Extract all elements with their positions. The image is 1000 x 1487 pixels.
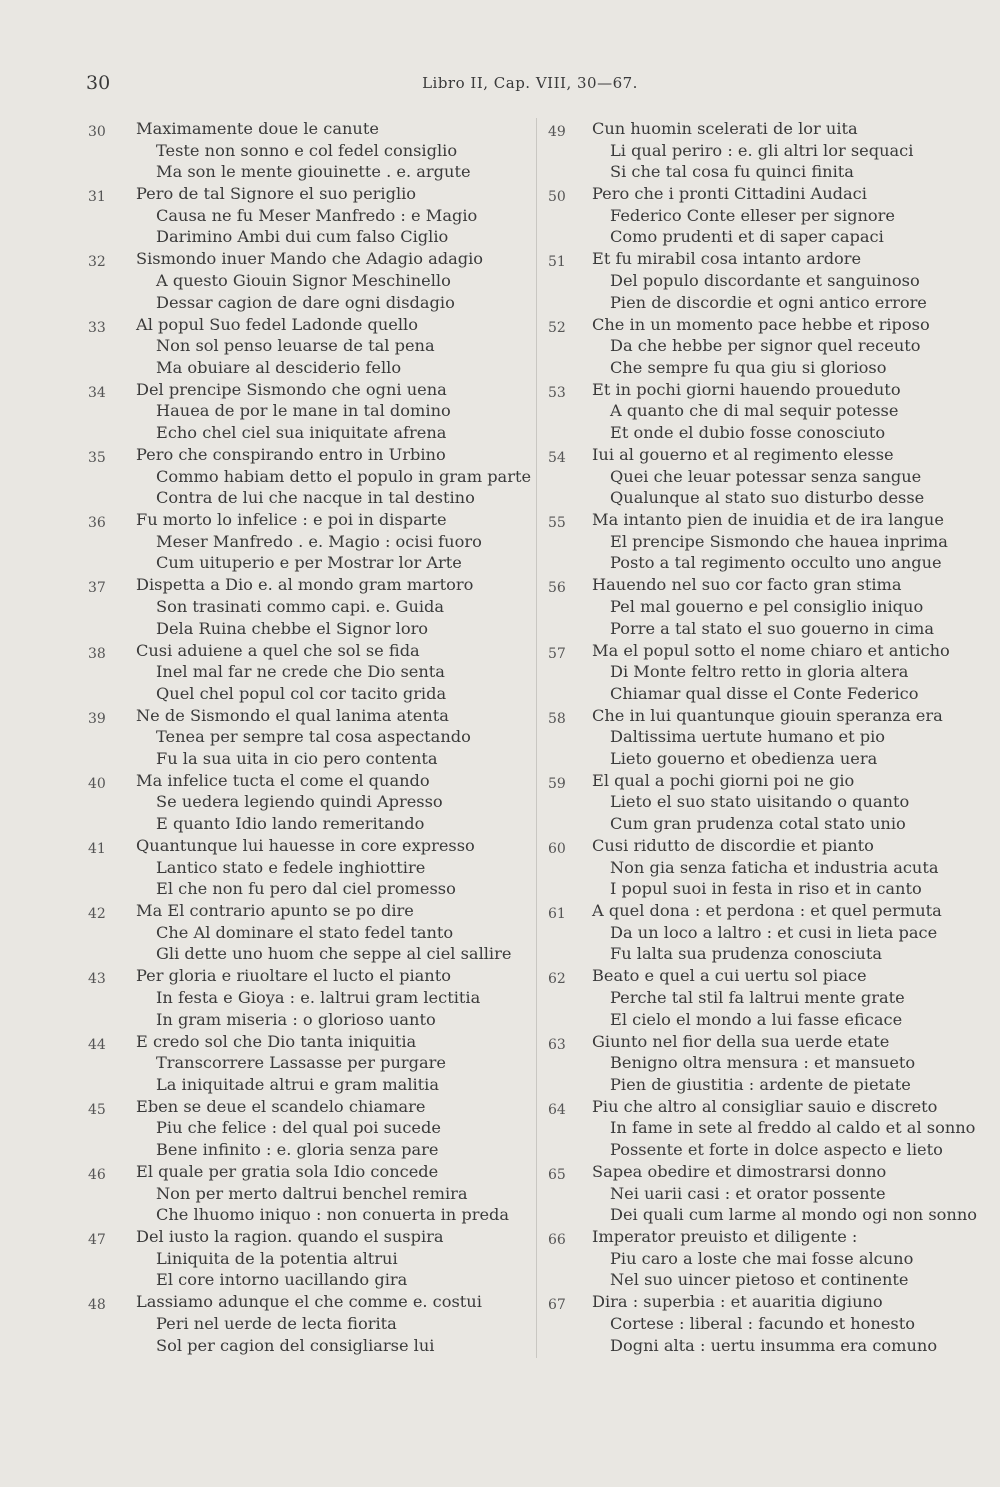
verse-line: Possente et forte in dolce aspecto e lieto (610, 1140, 943, 1159)
verse-line: Fu lalta sua prudenza conosciuta (610, 944, 882, 964)
verse-line: Del prencipe Sismondo che ogni uena (136, 379, 447, 399)
stanza (540, 900, 980, 965)
verse-line: Si che tal cosa fu quinci finita (610, 162, 854, 182)
verse-line: Lieto el suo stato uisitando o quanto (610, 792, 910, 812)
verse-line: Iui al gouerno et al regimento elesse (592, 444, 894, 464)
stanza (540, 1226, 980, 1291)
stanza-number: 67 (548, 1297, 566, 1314)
verse-line: Teste non sonno e col fedel consiglio (156, 140, 458, 160)
stanza-number: 47 (88, 1232, 106, 1249)
verse-line: Dogni alta : uertu insumma era comuno (610, 1335, 938, 1355)
verse-line: Sismondo inuer Mando che Adagio adagio (136, 249, 484, 269)
verse-line: Che in lui quantunque giouin speranza era (592, 705, 943, 725)
verse-line: Sapea obedire et dimostrarsi donno (592, 1162, 887, 1181)
verse-line: Da che hebbe per signor quel receuto (610, 336, 921, 356)
stanza-number: 40 (88, 775, 106, 792)
stanza-number: 60 (548, 841, 566, 858)
stanza (540, 1096, 980, 1161)
verse-line: A quanto che di mal sequir potesse (610, 401, 899, 421)
verse-line: In fame in sete al freddo al caldo et al sonno (610, 1118, 976, 1138)
right-column (540, 118, 980, 1357)
stanza-number: 64 (548, 1101, 566, 1118)
verse-line: Et in pochi giorni hauendo proueduto (592, 379, 901, 399)
stanza (88, 1096, 528, 1161)
stanza-number: 49 (548, 124, 566, 140)
verse-line: Son trasinati commo capi. e. Guida (156, 596, 445, 616)
verse-line: La iniquitade altrui e gram malitia (156, 1074, 440, 1094)
running-head: Libro II, Cap. VIII, 30—67. (422, 74, 638, 92)
stanza-number: 36 (88, 515, 106, 532)
stanza (540, 379, 980, 444)
stanza (540, 1291, 980, 1356)
verse-line: Quei che leuar potessar senza sangue (610, 466, 922, 486)
verse-line: Imperator preuisto et diligente : (592, 1227, 858, 1247)
stanza (88, 118, 528, 183)
verse-line: Federico Conte elleser per signore (610, 205, 895, 225)
stanza (88, 183, 528, 248)
stanza-number: 65 (548, 1167, 566, 1183)
verse-line: Cusi aduiene a quel che sol se fida (136, 640, 420, 660)
stanza-number: 31 (88, 189, 106, 206)
verse-line: Como prudenti et di saper capaci (610, 227, 884, 247)
stanza (540, 1161, 980, 1226)
verse-line: Chiamar qual disse el Conte Federico (610, 683, 919, 703)
stanza (88, 640, 528, 705)
verse-line: In festa e Gioya : e. laltrui gram lectitia (156, 988, 481, 1008)
verse-line: Lantico stato e fedele inghiottire (156, 857, 426, 877)
verse-line: Sol per cagion del consigliarse lui (156, 1335, 435, 1355)
stanza-number: 59 (548, 775, 566, 792)
verse-line: A questo Giouin Signor Meschinello (156, 270, 451, 290)
stanza-number: 42 (88, 906, 106, 923)
verse-line: Quantunque lui hauesse in core expresso (136, 836, 475, 856)
verse-line: Causa ne fu Meser Manfredo : e Magio (156, 205, 478, 225)
stanza (540, 574, 980, 639)
verse-line: Pel mal gouerno e pel consiglio iniquo (610, 596, 924, 616)
verse-line: Transcorrere Lassasse per purgare (156, 1053, 446, 1073)
stanza-number: 33 (88, 319, 106, 336)
stanza-number: 63 (548, 1036, 566, 1053)
verse-line: Hauendo nel suo cor facto gran stima (592, 575, 902, 595)
stanza-number: 58 (548, 710, 566, 727)
verse-line: Ma intanto pien de inuidia et de ira langue (592, 510, 944, 530)
verse-line: Pero che conspirando entro in Urbino (136, 444, 446, 464)
verse-line: A quel dona : et perdona : et quel permuta (592, 901, 942, 921)
verse-line: Cum gran prudenza cotal stato unio (610, 814, 906, 834)
verse-line: Pero de tal Signore el suo periglio (136, 184, 417, 204)
verse-line: Piu che altro al consigliar sauio e discreto (592, 1096, 938, 1116)
stanza-number: 53 (548, 384, 566, 401)
stanza-number: 61 (548, 906, 566, 923)
stanza (540, 248, 980, 313)
stanza-number: 56 (548, 580, 566, 597)
stanza (88, 314, 528, 379)
verse-line: Liniquita de la potentia altrui (156, 1248, 398, 1268)
verse-line: Eben se deue el scandelo chiamare (136, 1096, 426, 1116)
column-divider (536, 118, 537, 1358)
stanza (540, 770, 980, 835)
page-number: 30 (86, 72, 111, 94)
stanza (88, 509, 528, 574)
stanza (88, 965, 528, 1030)
verse-line: Echo chel ciel sua iniquitate afrena (156, 422, 447, 442)
verse-line: Li qual periro : e. gli altri lor sequaci (610, 140, 914, 160)
verse-line: Lassiamo adunque el che comme e. costui (136, 1292, 482, 1312)
stanza-number: 41 (88, 841, 106, 858)
stanza (540, 183, 980, 248)
verse-line: Di Monte feltro retto in gloria altera (610, 662, 909, 682)
verse-line: Benigno oltra mensura : et mansueto (610, 1053, 916, 1073)
verse-line: El qual a pochi giorni poi ne gio (592, 770, 855, 790)
verse-line: Meser Manfredo . e. Magio : ocisi fuoro (156, 531, 482, 551)
stanza (540, 705, 980, 770)
verse-line: Posto a tal regimento occulto uno angue (610, 553, 942, 573)
verse-line: Fu la sua uita in cio pero contenta (156, 748, 438, 768)
verse-line: Tenea per sempre tal cosa aspectando (156, 727, 471, 747)
verse-line: Maximamente doue le canute (136, 119, 379, 138)
stanza (88, 1031, 528, 1096)
verse-line: Che lhuomo iniquo : non conuerta in preda (156, 1205, 510, 1225)
stanza-number: 54 (548, 449, 566, 466)
verse-line: El cielo el mondo a lui fasse eficace (610, 1009, 903, 1029)
verse-line: Perche tal stil fa laltrui mente grate (610, 988, 905, 1008)
verse-line: Che in un momento pace hebbe et riposo (592, 314, 930, 334)
stanza-number: 32 (88, 254, 106, 271)
verse-line: Pien de giustitia : ardente de pietate (610, 1074, 911, 1094)
stanza-number: 43 (88, 971, 106, 988)
stanza (540, 118, 980, 183)
verse-line: E quanto Idio lando remeritando (156, 814, 425, 834)
verse-line: El che non fu pero dal ciel promesso (156, 879, 456, 899)
verse-line: Beato e quel a cui uertu sol piace (592, 966, 867, 986)
verse-line: El core intorno uacillando gira (156, 1270, 408, 1290)
stanza-number: 51 (548, 254, 566, 271)
stanza-number: 66 (548, 1232, 566, 1249)
verse-line: Cortese : liberal : facundo et honesto (610, 1313, 915, 1333)
verse-line: Daltissima uertute humano et pio (610, 727, 886, 747)
stanza (88, 1161, 528, 1226)
stanza-number: 45 (88, 1101, 106, 1118)
stanza (88, 705, 528, 770)
verse-line: Ma obuiare al desciderio fello (156, 357, 402, 377)
verse-line: El quale per gratia sola Idio concede (136, 1162, 439, 1181)
stanza-number: 46 (88, 1167, 106, 1183)
verse-line: Non sol penso leuarse de tal pena (156, 336, 435, 356)
stanza (88, 900, 528, 965)
stanza (88, 574, 528, 639)
stanza (540, 444, 980, 509)
stanza-number: 30 (88, 124, 106, 140)
verse-line: Giunto nel fior della sua uerde etate (592, 1031, 890, 1051)
verse-line: Porre a tal stato el suo gouerno in cima (610, 618, 935, 638)
stanza (88, 1226, 528, 1291)
verse-line: Cum uituperio e per Mostrar lor Arte (156, 553, 462, 573)
verse-line: Darimino Ambi dui cum falso Ciglio (156, 227, 449, 247)
verse-line: Ma son le mente giouinette . e. argute (156, 162, 471, 182)
verse-line: E credo sol che Dio tanta iniquitia (136, 1031, 417, 1051)
verse-line: Hauea de por le mane in tal domino (156, 401, 451, 421)
verse-line: El prencipe Sismondo che hauea inprima (610, 531, 948, 551)
verse-line: Ma infelice tucta el come el quando (136, 770, 430, 790)
verse-line: Dessar cagion de dare ogni disdagio (156, 292, 455, 312)
verse-line: Ma El contrario apunto se po dire (136, 901, 414, 921)
verse-line: Del iusto la ragion. quando el suspira (136, 1227, 444, 1247)
verse-line: Al popul Suo fedel Ladonde quello (136, 314, 418, 334)
stanza (88, 770, 528, 835)
verse-line: In gram miseria : o glorioso uanto (156, 1009, 436, 1029)
verse-line: Fu morto lo infelice : e poi in disparte (136, 510, 447, 530)
verse-line: Quel chel popul col cor tacito grida (156, 683, 447, 703)
stanza-number: 37 (88, 580, 106, 597)
verse-line: Che Al dominare el stato fedel tanto (156, 922, 454, 942)
stanza (540, 965, 980, 1030)
stanza (88, 1291, 528, 1356)
verse-line: Ne de Sismondo el qual lanima atenta (136, 705, 449, 725)
verse-line: Cusi ridutto de discordie et pianto (592, 836, 874, 856)
left-column (88, 118, 532, 1357)
verse-line: Dispetta a Dio e. al mondo gram martoro (136, 575, 474, 595)
verse-line: Dei quali cum larme al mondo ogi non sonno (610, 1205, 978, 1225)
verse-line: Lieto gouerno et obedienza uera (610, 748, 878, 768)
verse-line: Et fu mirabil cosa intanto ardore (592, 249, 862, 269)
stanza-number: 39 (88, 710, 106, 727)
verse-line: Che sempre fu qua giu si glorioso (610, 357, 887, 377)
verse-line: Del populo discordante et sanguinoso (610, 270, 920, 290)
verse-line: Cun huomin scelerati de lor uita (592, 119, 858, 138)
stanza (88, 835, 528, 900)
stanza-number: 48 (88, 1297, 106, 1314)
verse-line: Commo habiam detto el populo in gram parte (156, 466, 532, 486)
stanza (540, 640, 980, 705)
stanza-number: 62 (548, 971, 566, 988)
verse-line: Piu caro a loste che mai fosse alcuno (610, 1248, 914, 1268)
verse-line: Ma el popul sotto el nome chiaro et anticho (592, 640, 950, 660)
stanza-number: 44 (88, 1036, 106, 1053)
verse-line: Dira : superbia : et auaritia digiuno (592, 1292, 883, 1312)
verse-line: Nei uarii casi : et orator possente (610, 1183, 886, 1203)
stanza (540, 1031, 980, 1096)
verse-line: Pero che i pronti Cittadini Audaci (592, 184, 867, 204)
verse-line: Gli dette uno huom che seppe al ciel sallire (156, 944, 512, 964)
stanza (540, 314, 980, 379)
stanza (540, 509, 980, 574)
verse-line: Dela Ruina chebbe el Signor loro (156, 618, 429, 638)
verse-line: Qualunque al stato suo disturbo desse (610, 488, 925, 508)
stanza (88, 379, 528, 444)
verse-line: Bene infinito : e. gloria senza pare (156, 1140, 439, 1159)
stanza (540, 835, 980, 900)
stanza-number: 34 (88, 384, 106, 401)
verse-line: Contra de lui che nacque in tal destino (156, 488, 475, 508)
verse-line: I popul suoi in festa in riso et in canto (610, 879, 922, 899)
verse-line: Inel mal far ne crede che Dio senta (156, 662, 445, 682)
verse-line: Nel suo uincer pietoso et continente (610, 1270, 909, 1290)
stanza-number: 55 (548, 515, 566, 532)
stanza-number: 52 (548, 319, 566, 336)
verse-line: Pien de discordie et ogni antico errore (610, 292, 927, 312)
verse-line: Da un loco a laltro : et cusi in lieta pace (610, 922, 938, 942)
stanza-number: 50 (548, 189, 566, 206)
stanza (88, 444, 532, 509)
verse-line: Piu che felice : del qual poi sucede (156, 1118, 441, 1138)
stanza-number: 38 (88, 645, 106, 662)
verse-line: Non per merto daltrui benchel remira (156, 1183, 468, 1203)
verse-line: Peri nel uerde de lecta fiorita (156, 1313, 397, 1333)
stanza (88, 248, 528, 313)
verse-line: Per gloria e riuoltare el lucto el pianto (136, 966, 451, 986)
verse-line: Non gia senza faticha et industria acuta (610, 857, 939, 877)
verse-line: Se uedera legiendo quindi Apresso (156, 792, 443, 812)
stanza-number: 35 (88, 449, 106, 466)
verse-line: Et onde el dubio fosse conosciuto (610, 422, 886, 442)
stanza-number: 57 (548, 645, 566, 662)
